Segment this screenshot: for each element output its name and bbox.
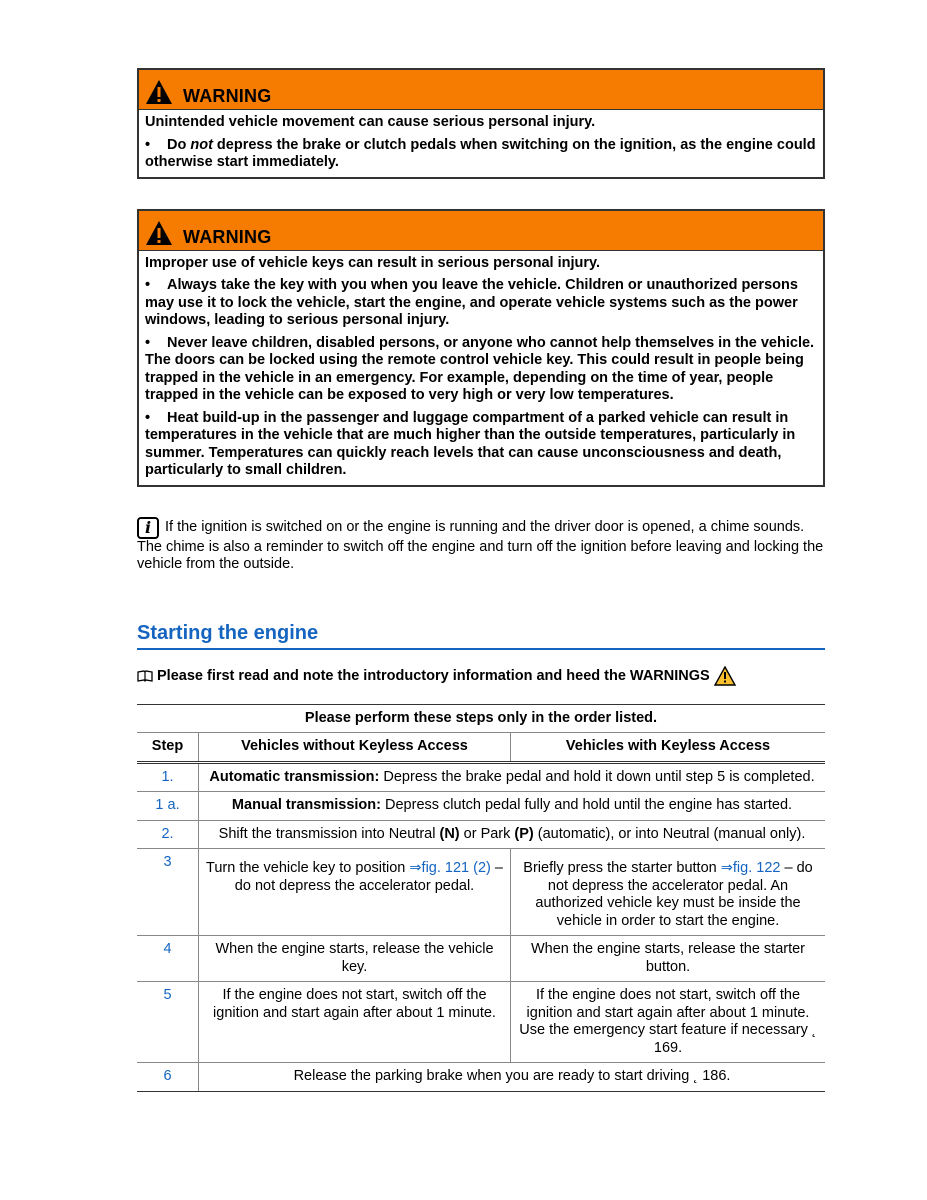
bullet-icon: • — [145, 334, 151, 351]
fig-121-link[interactable]: ⇒fig. 121 (2) — [409, 860, 491, 876]
warning-bullet: • Always take the key with you when you leave the vehicle. Children or unauthorized persons may use it to lock the vehicle, start the engine, and operate vehicle systems such as the power windows, leading to serious personal injury. — [145, 277, 798, 328]
header-without-keyless: Vehicles without Keyless Access — [199, 733, 511, 763]
info-icon: i — [137, 517, 159, 539]
step-text-with-keyless: When the engine starts, release the starter button. — [511, 936, 826, 982]
header-with-keyless: Vehicles with Keyless Access — [511, 733, 826, 763]
warning-bullet: • Heat build-up in the passenger and luggage compartment of a parked vehicle can result in temperatures in the vehicle that are much higher than the outside temperatures, particularly in summer. Temperatures can quickly reach levels that can cause unconsciousness and death, particularly to small children. — [145, 409, 796, 478]
info-note — [137, 517, 825, 574]
bullet-icon: • — [145, 277, 151, 293]
step-text-without-keyless: When the engine starts, release the vehicle key. — [199, 936, 511, 982]
step-number: 1 a. — [137, 792, 199, 821]
step-text-without-keyless: Turn the vehicle key to position ⇒fig. 121 (2) – do not depress the accelerator pedal. — [199, 849, 511, 936]
table-caption: Please perform these steps only in the order listed. — [137, 704, 825, 733]
warning-box-vehicle-movement — [137, 68, 825, 179]
step-text: Manual transmission: Depress clutch pedal fully and hold until the engine has started. — [199, 792, 826, 821]
warning-header — [139, 211, 823, 251]
warning-header — [139, 70, 823, 110]
step-number: 6 — [137, 1063, 199, 1092]
header-step: Step — [137, 733, 199, 763]
step-number: 3 — [137, 849, 199, 936]
table-row — [137, 762, 825, 792]
warning-bullet: • Never leave children, disabled persons, or anyone who cannot help themselves in the vehicle. The doors can be locked using the remote control vehicle key. This could result in people being trapped in the vehicle in an emergency. For example, depending on the time of year, people trapped in the vehicle can be exposed to very high or very low temperatures. — [145, 334, 815, 403]
warning-triangle-icon — [145, 220, 173, 246]
step-number: 5 — [137, 982, 199, 1063]
warning-bullet: • Do not depress the brake or clutch pedals when switching on the ignition, as the engine could otherwise start immediately. — [145, 136, 816, 170]
warning-body — [139, 110, 823, 177]
warning-triangle-icon — [145, 79, 173, 105]
step-text: Automatic transmission: Depress the brake pedal and hold it down until step 5 is completed. — [199, 762, 826, 792]
table-row — [137, 849, 825, 936]
step-text-with-keyless: Briefly press the starter button ⇒fig. 122 – do not depress the accelerator pedal. An authorized vehicle key must be inside the vehicle in order to start the engine. — [511, 849, 826, 936]
step-number: 1. — [137, 762, 199, 792]
book-icon — [137, 670, 153, 682]
section-title: Starting the engine — [137, 622, 825, 650]
table-row — [137, 1063, 825, 1092]
step-text-without-keyless: If the engine does not start, switch off the ignition and start again after about 1 minute. — [199, 982, 511, 1063]
table-row — [137, 820, 825, 849]
bullet-icon: • — [145, 136, 151, 153]
warning-title: WARNING — [183, 226, 272, 247]
read-note — [137, 666, 825, 686]
fig-122-link[interactable]: ⇒fig. 122 — [720, 860, 781, 876]
table-row — [137, 982, 825, 1063]
bullet-icon: • — [145, 409, 151, 426]
step-number: 2. — [137, 820, 199, 849]
table-header-row — [137, 733, 825, 763]
page — [137, 68, 825, 1092]
warning-box-vehicle-keys — [137, 209, 825, 487]
step-text-with-keyless: If the engine does not start, switch off the ignition and start again after about 1 minute. Use the emergency start feature if necessary ˛ 169. — [511, 982, 826, 1063]
table-caption-row — [137, 704, 825, 733]
warning-title: WARNING — [183, 86, 272, 106]
table-row — [137, 792, 825, 821]
step-number: 4 — [137, 936, 199, 982]
step-text: Release the parking brake when you are ready to start driving ˛ 186. — [199, 1063, 826, 1092]
info-note-text: If the ignition is switched on or the engine is running and the driver door is opened, a chime sounds. The chime is also a reminder to switch off the engine and turn off the ignition before leaving and locking the vehicle from the outside. — [137, 518, 824, 572]
warning-lead: Unintended vehicle movement can cause serious personal injury. — [145, 114, 596, 130]
steps-table — [137, 704, 825, 1092]
warning-body — [139, 251, 823, 485]
warning-lead: Improper use of vehicle keys can result in serious personal injury. — [145, 254, 601, 271]
table-row — [137, 936, 825, 982]
step-text: Shift the transmission into Neutral (N) or Park (P) (automatic), or into Neutral (manual only). — [199, 820, 826, 849]
read-note-text: Please first read and note the introductory information and heed the WARNINGS — [157, 667, 710, 684]
warning-triangle-icon[interactable] — [714, 666, 736, 686]
